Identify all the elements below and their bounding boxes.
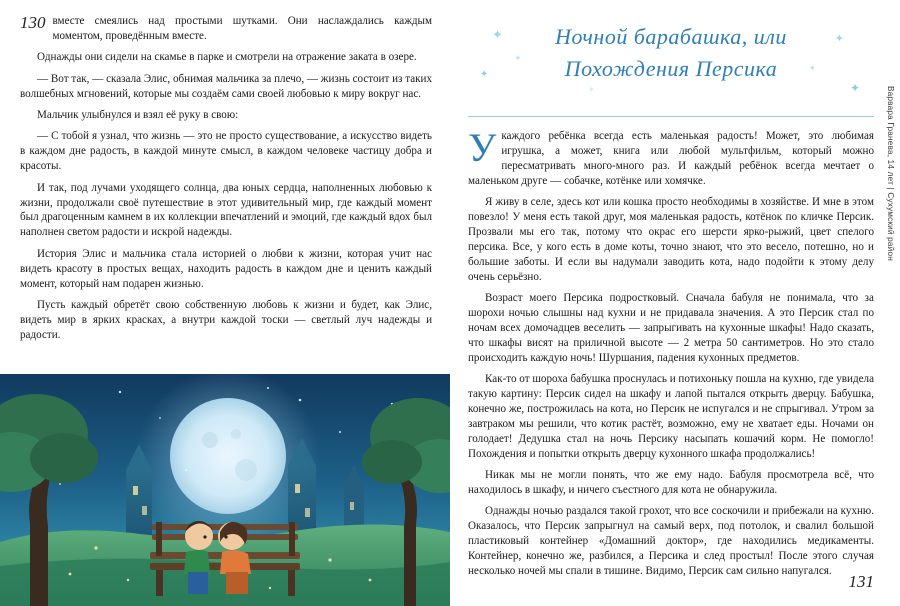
illustration-children-on-bench-at-night bbox=[0, 374, 450, 606]
sparkle-icon: ✦ bbox=[588, 85, 595, 94]
right-paragraph-6: Однажды ночью раздался такой грохот, что все соскочили и прибежали на кухню. Оказалось, что Персик запрыгнул на самый верх, под потолок, и свалил большой пластиковый контейнер «Домашний доктор», где находились медикаменты. Контейнер, конечно же, разбился, а Персика и след простыл! После этого случая несколько ночей мы спали в тишине. Видимо, Персик сам сильно напугался. bbox=[468, 505, 874, 577]
right-paragraph-2: Я живу в селе, здесь кот или кошка просто необходимы в хозяйстве. И мне в этом повезло! У меня есть такой друг, моя маленькая радость, котёнок по кличке Персик. Прозвали мы его так, потому что окрас его шерсти ярко-рыжий, цвет спелого персика. Все, у кого есть в доме коты, точно знают, что это весело, потешно, но и большие заботы. И если вы надумали заводить кота, надо подойти к этому делу очень серьёзно. bbox=[468, 196, 874, 283]
sparkle-icon: ✦ bbox=[492, 27, 503, 42]
right-paragraph-5: Никак мы не могли понять, что же ему надо. Бабуля просмотрела всё, что находилось в шкафу, и ничего съестного для кота не обнаружила. bbox=[468, 469, 874, 496]
sparkle-icon: ✦ bbox=[808, 63, 816, 73]
right-paragraph-4: Как-то от шороха бабушка проснулась и потихоньку пошла на кухню, где увидела такую картину: Персик сидел на шкафу и лапой пытался открыть дверцу. Бабушка, конечно же, построжилась на кота, но Персик не испугался и не спрыгивал. Утром за завтраком мы решили, что котик растёт, возможно, ему не хватает еды. Ночами он голодает! Дедушка стал на ночь Персику насыпать кошачий корм. Не помогло! Похождения и попытки открыть дверцу кухонного шкафа продолжались! bbox=[468, 373, 874, 460]
page-number-right: 131 bbox=[848, 572, 874, 591]
drop-cap: У bbox=[468, 125, 497, 170]
left-paragraph-2: Однажды они сидели на скамье в парке и смотрели на отражение заката в озере. bbox=[37, 51, 417, 64]
title-divider bbox=[468, 116, 874, 117]
left-paragraph-4: Мальчик улыбнулся и взял её руку в свою: bbox=[37, 109, 239, 122]
left-paragraph-5: — С тобой я узнал, что жизнь — это не просто существование, а искусство видеть в каждом дне радость, в каждой минуте смысл, в каждом человеке частицу добра и красоты. bbox=[20, 130, 432, 173]
left-paragraph-7: История Элис и мальчика стала историей о любви к жизни, которая учит нас видеть красоту в простых вещах, находить радость в каждом дне и ценить каждый момент, который нам подарен жизнью. bbox=[20, 247, 432, 290]
story-title-block bbox=[468, 24, 874, 108]
left-paragraph-8: Пусть каждый обретёт свою собственную любовь к жизни и будет, как Элис, видеть мир в ярких красках, а внутри каждой тоски — светлый луч надежды и радости. bbox=[20, 299, 432, 341]
right-page bbox=[450, 0, 900, 606]
left-paragraph-3: — Вот так, — сказала Элис, обнимая мальчика за плечо, — жизнь состоит из таких волшебных мгновений, которые мы создаём сами своей любовью к миру вокруг нас. bbox=[20, 72, 432, 100]
running-head-author: Варвара Гранева, 14 лет | Сухумский район bbox=[886, 86, 895, 261]
sparkle-icon: ✦ bbox=[849, 81, 860, 95]
left-paragraph-6: И так, под лучами уходящего солнца, два юных сердца, наполненных любовью к жизни, продолжали своё путешествие в этот удивительный мир, где каждый момент был драгоценным камнем в их коллекции впечатлений и эмоций, где каждый вдох был наполнен светом радости и искрой надежды. bbox=[20, 181, 432, 239]
sparkle-icon: ✦ bbox=[834, 33, 844, 45]
story-title-line-1: Ночной барабашка, или bbox=[555, 24, 787, 49]
left-paragraph-1: 130 вместе смеялись над простыми шутками. Они наслаждались каждым моментом, проведённым вместе. bbox=[20, 13, 432, 42]
sparkle-icon: ✦ bbox=[480, 69, 489, 80]
right-paragraph-3: Возраст моего Персика подростковый. Сначала бабуля не понимала, что за шорохи ночью слышны над кухни и не придавала значения. А это Персик стал по ночам всех домочадцев веселить — запрыгивать на кухонные шкафы! Надо сказать, что шкафы висят на приличной высоте — 2 метра 50 сантиметров. Но это стало происходить каждую ночь! Шуршания, падения кухонных предметов. bbox=[468, 292, 874, 364]
right-paragraph-1: Укаждого ребёнка всегда есть маленькая радость! Может, это любимая игрушка, а может, книга или любой мультфильм, который можно пересматривать много-много раз. И каждый ребёнок всегда мечтает о маленьком друге — собачке, котёнке или хомячке. bbox=[468, 125, 874, 187]
page-number-left: 130 bbox=[20, 13, 46, 32]
sparkle-icon: ✦ bbox=[514, 53, 522, 63]
story-title-line-2: Похождения Персика bbox=[564, 56, 778, 81]
